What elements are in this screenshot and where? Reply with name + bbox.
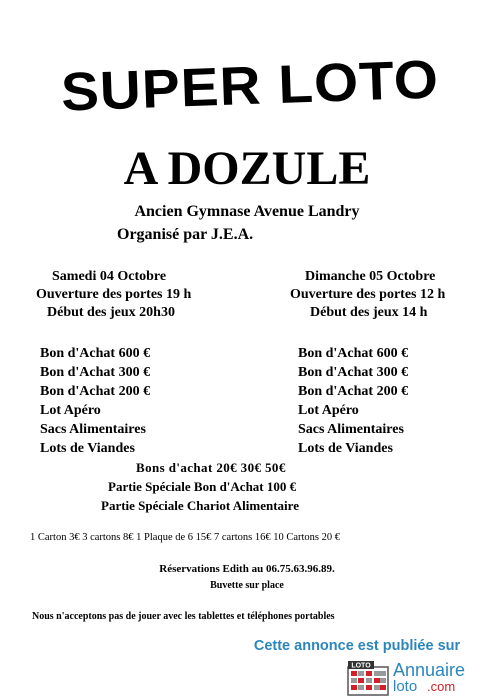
extra-prize: Partie Spéciale Chariot Alimentaire xyxy=(101,498,299,513)
sunday-date: Dimanche 05 Octobre xyxy=(305,269,436,284)
sunday-prize: Lot Apéro xyxy=(298,403,359,418)
event-town: A DOZULE xyxy=(123,142,371,195)
saturday-start: Début des jeux 20h30 xyxy=(47,305,175,320)
extra-prize: Bons d'achat 20€ 30€ 50€ xyxy=(136,460,286,475)
saturday-prize: Lot Apéro xyxy=(40,403,101,418)
sunday-start: Début des jeux 14 h xyxy=(310,305,428,320)
event-title: SUPER LOTO xyxy=(60,49,440,123)
organizer-text: Organisé par J.E.A. xyxy=(117,226,254,243)
saturday-doors: Ouverture des portes 19 h xyxy=(36,287,192,302)
extra-prize: Partie Spéciale Bon d'Achat 100 € xyxy=(108,479,297,494)
price-list: 1 Carton 3€ 3 cartons 8€ 1 Plaque de 6 15€ 7 cartons 16€ 10 Cartons 20 € xyxy=(30,532,340,543)
sunday-prize: Bon d'Achat 600 € xyxy=(298,346,409,361)
sunday-prize: Sacs Alimentaires xyxy=(298,422,404,437)
saturday-prize: Bon d'Achat 600 € xyxy=(40,346,151,361)
ad-text: Cette annonce est publiée sur xyxy=(253,638,461,654)
venue-text: Ancien Gymnase Avenue Landry xyxy=(134,203,360,220)
saturday-date: Samedi 04 Octobre xyxy=(52,269,167,284)
logo-tag-text: LOTO xyxy=(351,662,371,670)
sunday-prize: Bon d'Achat 300 € xyxy=(298,365,409,380)
ad-brand-sub: loto xyxy=(393,678,418,695)
notice-text: Nous n'acceptons pas de jouer avec les tablettes et téléphones portables xyxy=(32,611,335,622)
saturday-prize: Lots de Viandes xyxy=(40,441,135,456)
ad-banner[interactable] xyxy=(231,630,483,698)
sunday-prize: Lots de Viandes xyxy=(298,441,393,456)
saturday-prize: Bon d'Achat 300 € xyxy=(40,365,151,380)
saturday-prize: Bon d'Achat 200 € xyxy=(40,384,151,399)
sunday-doors: Ouverture des portes 12 h xyxy=(290,287,446,302)
ad-brand-main: Annuaire xyxy=(393,660,466,680)
loto-card-icon xyxy=(347,660,389,696)
saturday-prize: Sacs Alimentaires xyxy=(40,422,146,437)
buvette-text: Buvette sur place xyxy=(210,580,284,591)
sunday-prize: Bon d'Achat 200 € xyxy=(298,384,409,399)
ad-brand-tld: .com xyxy=(427,679,456,694)
reservation-text: Réservations Edith au 06.75.63.96.89. xyxy=(159,563,335,575)
